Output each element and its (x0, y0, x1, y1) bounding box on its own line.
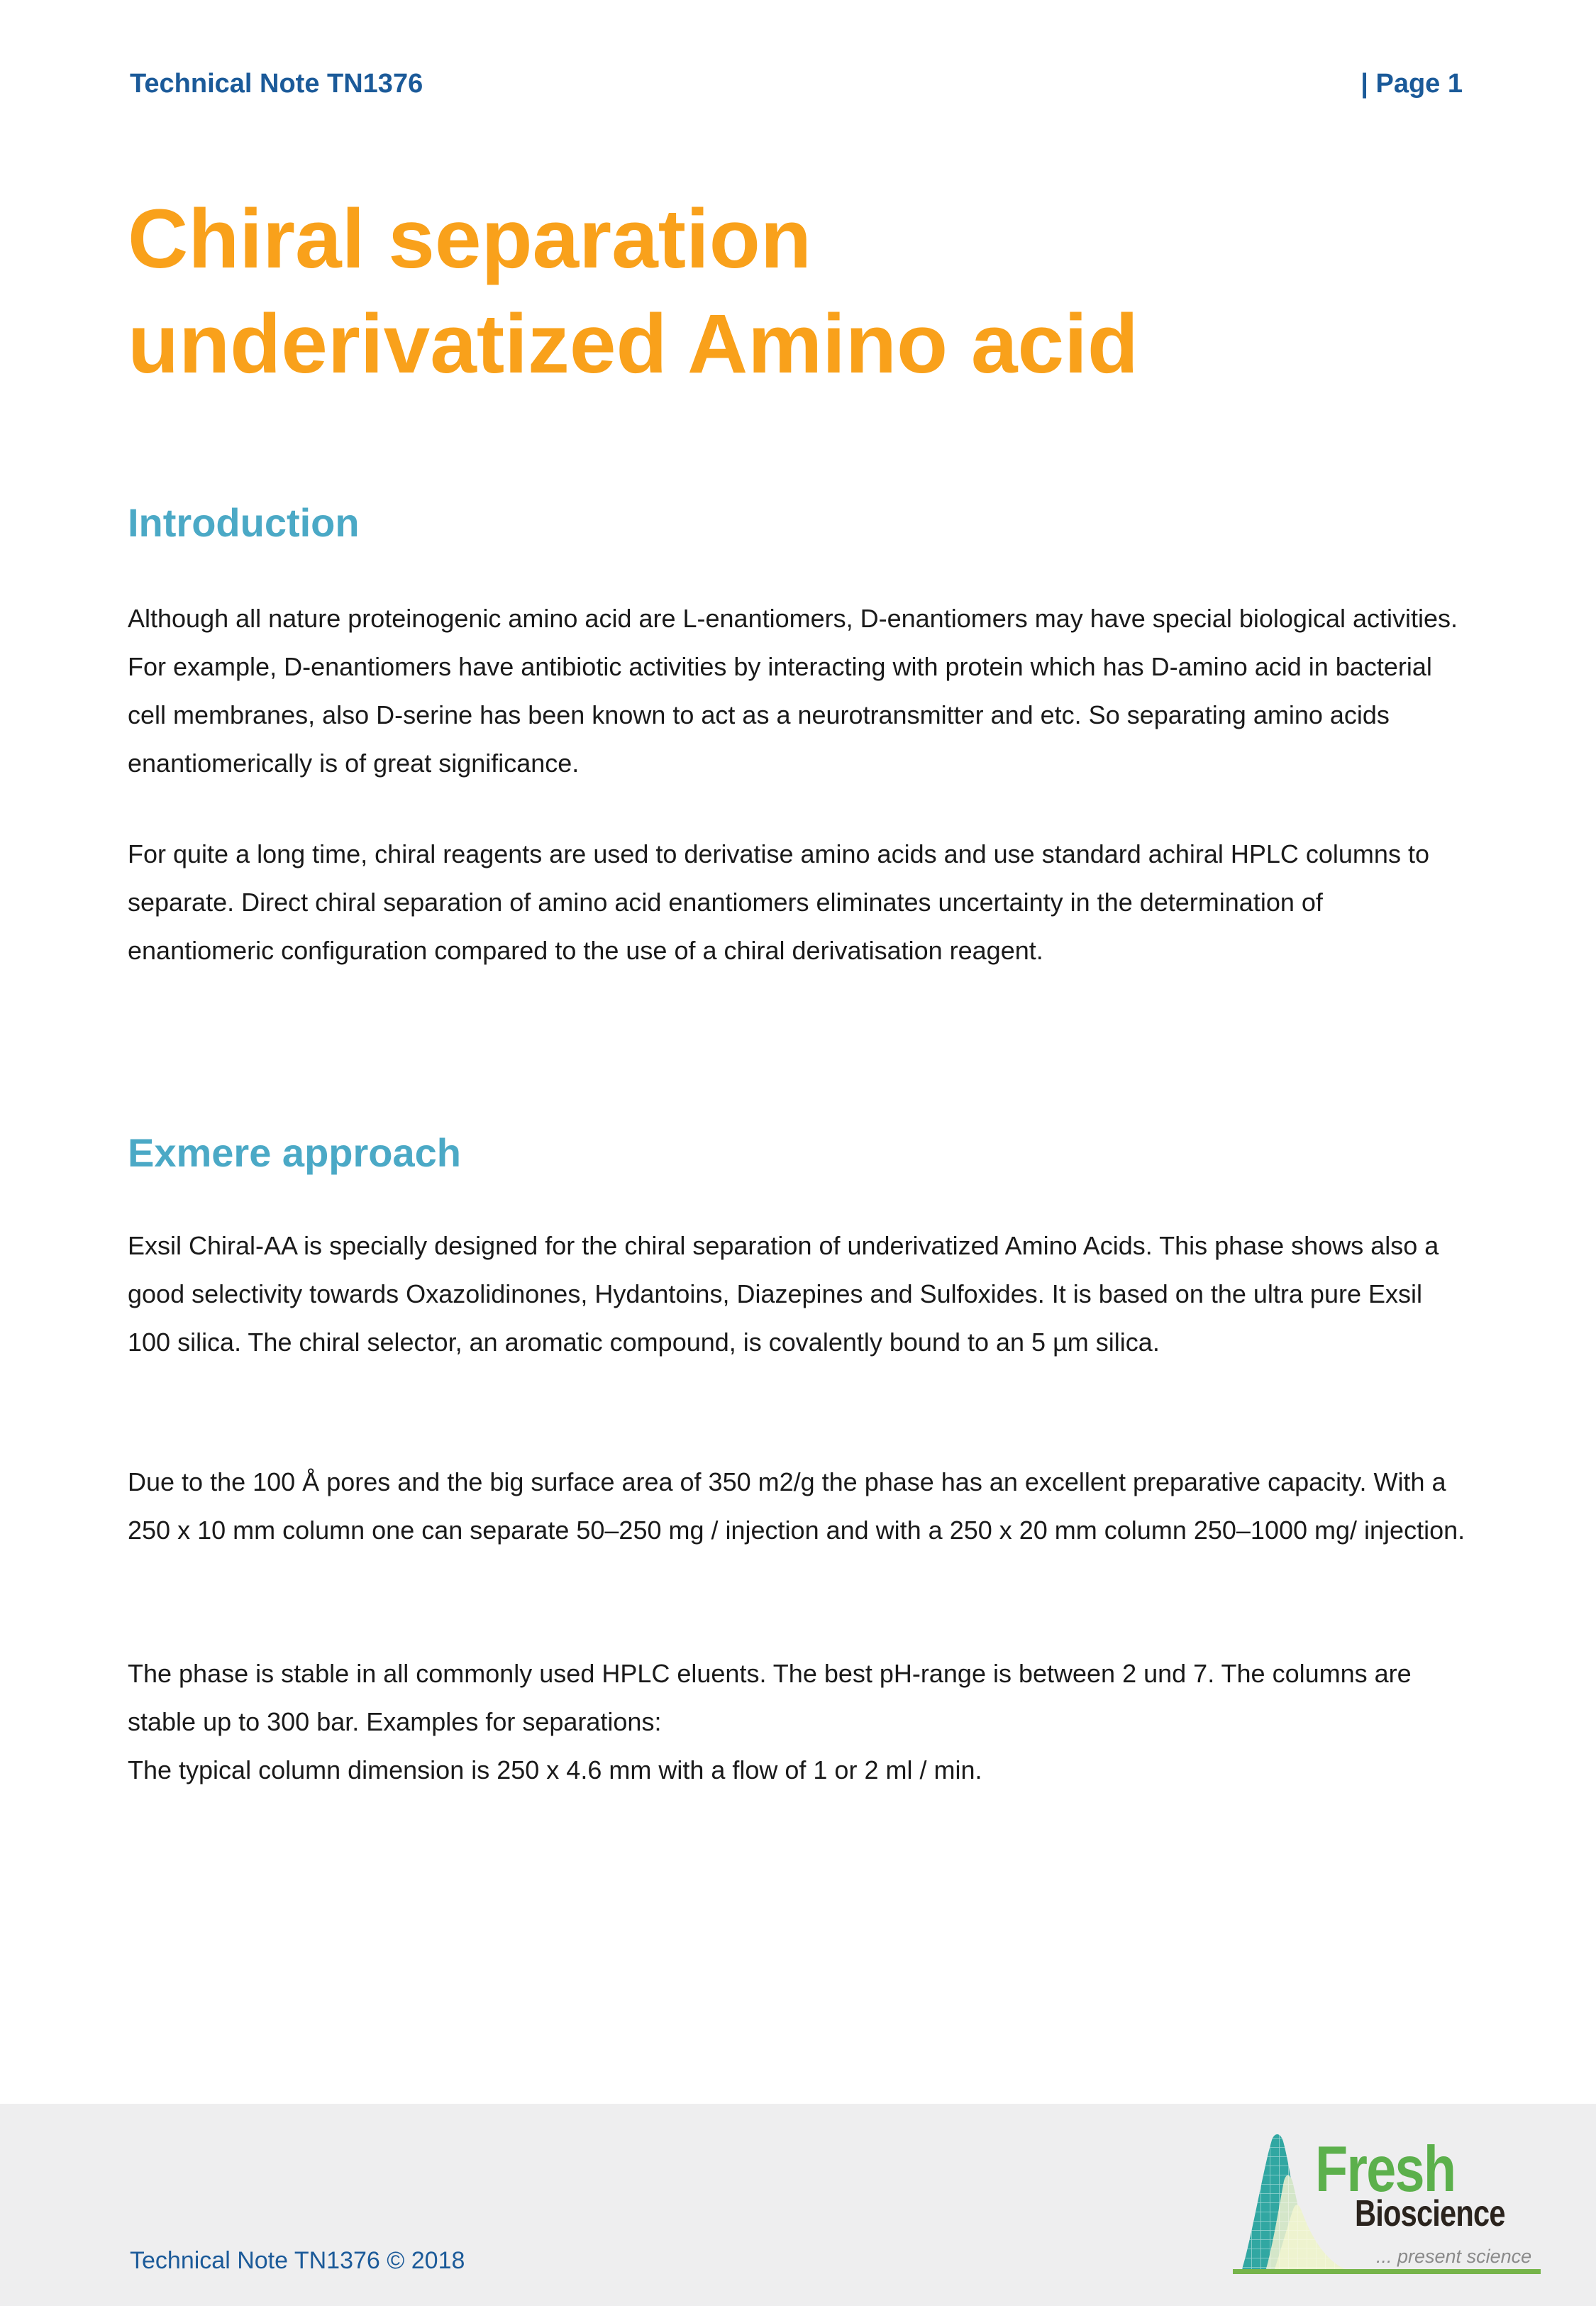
section-heading-exmere-approach: Exmere approach (128, 1130, 461, 1175)
paragraph-exmere-3 (128, 1650, 1468, 1794)
paragraph-exmere-1: Exsil Chiral-AA is specially designed for the chiral separation of underivatized Amino Acids. This phase shows also a good selectivity towards Oxazolidinones, Hydantoins, Diazepines and Sulfoxides. It is based on the ultra pure Exsil 100 silica. The chiral selector, an aromatic compound, is covalently bound to an 5 µm silica. (128, 1231, 1439, 1357)
paragraph-exmere-2: Due to the 100 Å pores and the big surface area of 350 m2/g the phase has an excellent preparative capacity. With a 250 x 10 mm column one can separate 50–250 mg / injection and with a 250 x 20 mm column 250–1000 mg/ injection. (128, 1467, 1465, 1545)
paragraph-intro-1: Although all nature proteinogenic amino acid are L-enantiomers, D-enantiomers may have special biological activities. For example, D-enantiomers have antibiotic activities by interacting with protein which has D-amino acid in bacterial cell membranes, also D-serine has been known to act as a neurotransmitter and etc. So separating amino acids enantiomerically is of great significance. (128, 604, 1458, 778)
page-title-line-2: underivatized Amino acid (128, 297, 1138, 391)
logo-name-bottom: Bioscience (1355, 2193, 1505, 2234)
logo-baseline (1233, 2269, 1541, 2274)
logo-name-top: Fresh (1315, 2134, 1456, 2205)
section-heading-introduction: Introduction (128, 500, 360, 545)
paragraph-exmere-3-line-b: The typical column dimension is 250 x 4.6 mm with a flow of 1 or 2 ml / min. (128, 1755, 982, 1784)
page-title (128, 187, 1511, 397)
footer-copyright: Technical Note TN1376 © 2018 (130, 2247, 465, 2274)
company-logo (1233, 2129, 1561, 2279)
paragraph-intro-2: For quite a long time, chiral reagents are used to derivatise amino acids and use standard achiral HPLC columns to separate. Direct chiral separation of amino acid enantiomers eliminates uncertainty in the determination of enantiomeric configuration compared to the use of a chiral derivatisation reagent. (128, 839, 1429, 965)
page-title-line-1: Chiral separation (128, 192, 811, 286)
header-page-number: | Page 1 (1361, 69, 1463, 99)
paragraph-exmere-3-line-a: The phase is stable in all commonly used HPLC eluents. The best pH-range is between 2 und 7. The columns are stable up to 300 bar. Examples for separations: (128, 1659, 1412, 1736)
header-doc-id: Technical Note TN1376 (130, 69, 423, 99)
logo-tagline: ... present science (1376, 2246, 1532, 2267)
